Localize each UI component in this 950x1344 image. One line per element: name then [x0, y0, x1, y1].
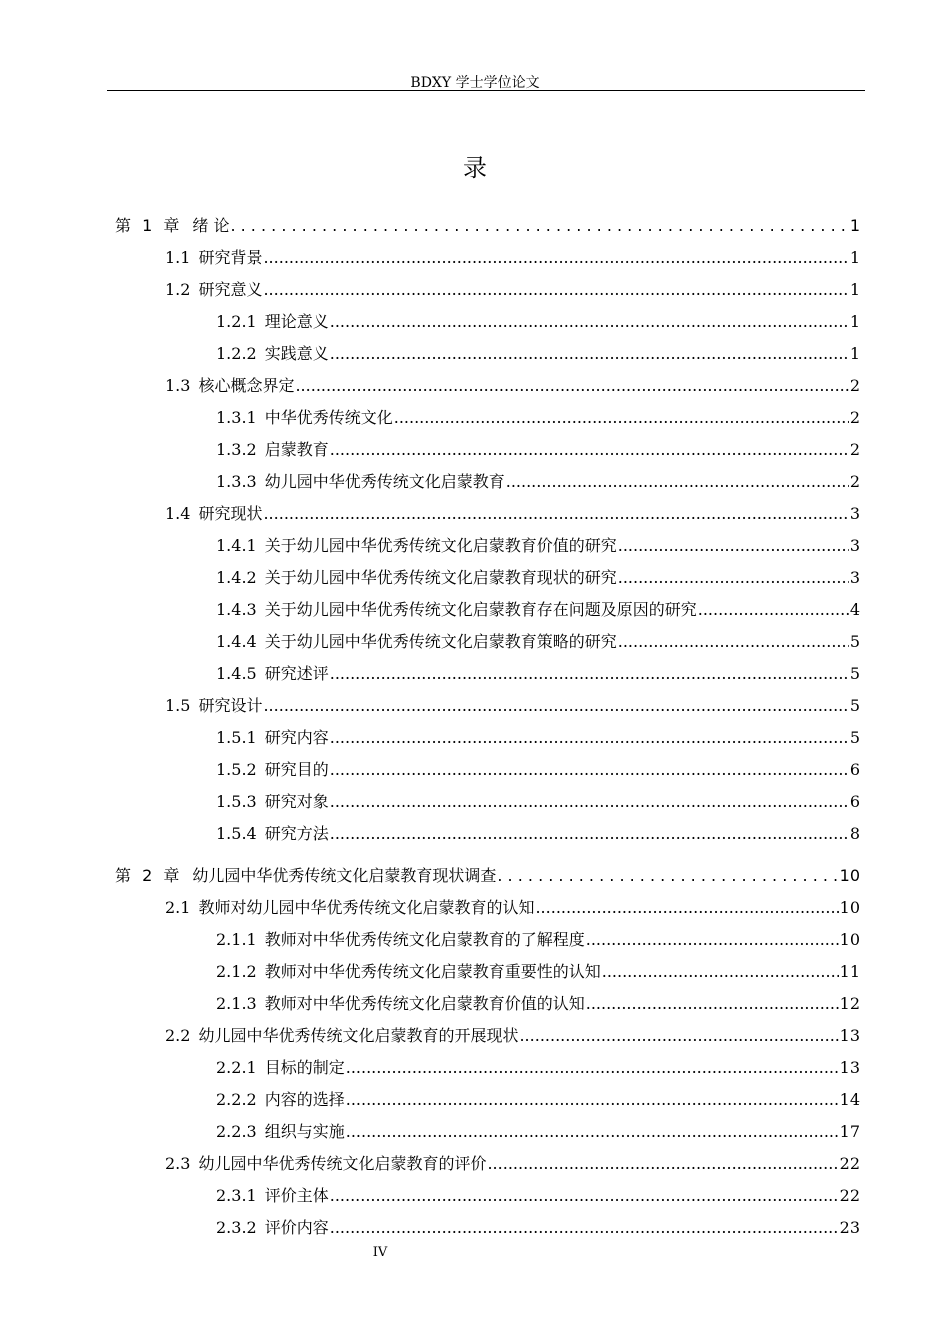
toc-entry[interactable] — [165, 1024, 860, 1048]
toc-entry-number: 1.5 — [165, 696, 191, 715]
dot-leader — [602, 960, 839, 984]
dot-leader — [330, 822, 849, 846]
toc-entry-page: 13 — [839, 1026, 860, 1045]
toc-entry-page: 2 — [849, 408, 860, 427]
toc-entry-number: 2.3.1 — [216, 1186, 257, 1205]
toc-entry-number: 1.4.4 — [216, 632, 257, 651]
toc-entry[interactable] — [165, 278, 860, 302]
toc-entry-title: 幼儿园中华优秀传统文化启蒙教育的评价 — [198, 1154, 487, 1173]
toc-entry-number: 1.3.3 — [216, 472, 257, 491]
toc-entry-title: 研究目的 — [264, 760, 329, 779]
toc-entry[interactable] — [216, 758, 860, 782]
toc-entry-title: 教师对中华优秀传统文化启蒙教育的了解程度 — [264, 930, 585, 949]
dot-leader — [346, 1120, 839, 1144]
toc-entry-page: 10 — [839, 930, 860, 949]
toc-entry-title: 幼儿园中华优秀传统文化启蒙教育 — [264, 472, 505, 491]
dot-leader — [394, 406, 849, 430]
toc-entry[interactable] — [216, 630, 860, 654]
toc-entry-title: 教师对中华优秀传统文化启蒙教育价值的认知 — [264, 994, 585, 1013]
toc-entry-page: 1 — [849, 312, 860, 331]
toc-entry-title: 教师对中华优秀传统文化启蒙教育重要性的认知 — [264, 962, 601, 981]
toc-entry-title: 组织与实施 — [264, 1122, 345, 1141]
page-number: IV — [372, 1245, 388, 1260]
toc-entry[interactable] — [216, 470, 860, 494]
toc-entry[interactable] — [216, 790, 860, 814]
toc-entry-title: 幼儿园中华优秀传统文化启蒙教育现状调查 — [192, 866, 497, 885]
toc-entry-number: 1.4.1 — [216, 536, 257, 555]
toc-entry-title: 理论意义 — [264, 312, 329, 331]
toc-entry-page: 3 — [849, 568, 860, 587]
toc-entry[interactable] — [165, 896, 860, 920]
toc-entry-number: 2.1.2 — [216, 962, 257, 981]
toc-entry-number: 2.3 — [165, 1154, 191, 1173]
toc-entry[interactable] — [216, 342, 860, 366]
dot-leader — [535, 896, 838, 920]
dot-leader — [330, 758, 849, 782]
dot-leader — [618, 566, 849, 590]
toc-entry[interactable] — [216, 928, 860, 952]
toc-entry-page: 10 — [839, 866, 860, 885]
toc-entry-page: 6 — [849, 792, 860, 811]
toc-entry-title: 核心概念界定 — [198, 376, 295, 395]
dot-leader — [230, 214, 848, 238]
toc-entry[interactable] — [216, 310, 860, 334]
toc-entry-page: 2 — [849, 376, 860, 395]
dot-leader — [330, 726, 849, 750]
dot-leader — [506, 470, 849, 494]
toc-entry[interactable] — [216, 726, 860, 750]
toc-entry-page: 23 — [839, 1218, 860, 1237]
toc-entry[interactable] — [165, 374, 860, 398]
toc-entry-number: 1.5.4 — [216, 824, 257, 843]
dot-leader — [330, 790, 849, 814]
toc-entry-number: 1.4.3 — [216, 600, 257, 619]
toc-entry[interactable] — [216, 566, 860, 590]
toc-entry-title: 内容的选择 — [264, 1090, 345, 1109]
toc-entry-page: 17 — [839, 1122, 860, 1141]
toc-entry[interactable] — [165, 502, 860, 526]
toc-entry-title: 关于幼儿园中华优秀传统文化启蒙教育存在问题及原因的研究 — [264, 600, 697, 619]
toc-entry-title: 研究对象 — [264, 792, 329, 811]
dot-leader — [586, 928, 839, 952]
dot-leader — [618, 534, 849, 558]
toc-entry[interactable] — [216, 960, 860, 984]
toc-entry-page: 14 — [839, 1090, 860, 1109]
toc-entry-page: 10 — [839, 898, 860, 917]
toc-entry-title: 启蒙教育 — [264, 440, 329, 459]
toc-entry-page: 1 — [849, 344, 860, 363]
toc-entry-number: 1.4.2 — [216, 568, 257, 587]
toc-entry-title: 研究意义 — [198, 280, 263, 299]
toc-entry[interactable] — [165, 694, 860, 718]
toc-entry-page: 22 — [839, 1154, 860, 1173]
dot-leader — [263, 694, 848, 718]
toc-entry[interactable] — [165, 1152, 860, 1176]
toc-entry-number: 2.2.1 — [216, 1058, 257, 1077]
toc-entry-page: 11 — [839, 962, 860, 981]
toc-entry-title: 实践意义 — [264, 344, 329, 363]
toc-entry-title: 教师对幼儿园中华优秀传统文化启蒙教育的认知 — [198, 898, 535, 917]
toc-entry-number: 2.3.2 — [216, 1218, 257, 1237]
toc-entry[interactable] — [216, 1216, 860, 1240]
toc-entry-title: 幼儿园中华优秀传统文化启蒙教育的开展现状 — [198, 1026, 519, 1045]
toc-entry[interactable] — [216, 406, 860, 430]
toc-entry-page: 22 — [839, 1186, 860, 1205]
toc-entry-number: 1.2 — [165, 280, 191, 299]
toc-entry[interactable] — [216, 662, 860, 686]
toc-entry-page: 1 — [849, 216, 860, 235]
toc-entry-number: 2.2 — [165, 1026, 191, 1045]
toc-entry-number: 1.2.1 — [216, 312, 257, 331]
toc-entry-title: 评价主体 — [264, 1186, 329, 1205]
toc-entry[interactable] — [216, 1088, 860, 1112]
toc-chapter-entry[interactable] — [115, 864, 860, 888]
toc-entry-page: 4 — [849, 600, 860, 619]
toc-entry[interactable] — [216, 1120, 860, 1144]
dot-leader — [618, 630, 849, 654]
toc-entry-page: 5 — [849, 664, 860, 683]
toc-entry-number: 第 2 章 — [115, 866, 183, 885]
toc-entry-number: 1.2.2 — [216, 344, 257, 363]
toc-entry[interactable] — [216, 822, 860, 846]
dot-leader — [497, 864, 838, 888]
toc-entry-page: 5 — [849, 728, 860, 747]
dot-leader — [295, 374, 848, 398]
toc-entry-title: 研究现状 — [198, 504, 263, 523]
toc-entry-page: 6 — [849, 760, 860, 779]
toc-entry-title: 关于幼儿园中华优秀传统文化启蒙教育现状的研究 — [264, 568, 617, 587]
dot-leader — [346, 1088, 839, 1112]
toc-chapter-entry[interactable] — [115, 214, 860, 238]
dot-leader — [330, 310, 849, 334]
toc-entry-page: 3 — [849, 536, 860, 555]
dot-leader — [586, 992, 839, 1016]
toc-entry-title: 研究方法 — [264, 824, 329, 843]
toc-entry[interactable] — [216, 1184, 860, 1208]
toc-entry-page: 5 — [849, 632, 860, 651]
toc-entry-number: 1.1 — [165, 248, 191, 267]
toc-entry-number: 1.5.2 — [216, 760, 257, 779]
dot-leader — [519, 1024, 838, 1048]
toc-entry-number: 2.1.3 — [216, 994, 257, 1013]
toc-entry-number: 1.3.2 — [216, 440, 257, 459]
dot-leader — [330, 1184, 839, 1208]
toc-entry-title: 中华优秀传统文化 — [264, 408, 393, 427]
toc-entry-number: 第 1 章 — [115, 216, 183, 235]
toc-entry-page: 1 — [849, 248, 860, 267]
toc-entry-title: 关于幼儿园中华优秀传统文化启蒙教育价值的研究 — [264, 536, 617, 555]
dot-leader — [263, 278, 848, 302]
toc-entry-page: 12 — [839, 994, 860, 1013]
toc-entry-page: 1 — [849, 280, 860, 299]
toc-entry-number: 1.5.3 — [216, 792, 257, 811]
dot-leader — [346, 1056, 839, 1080]
dot-leader — [330, 662, 849, 686]
toc-entry-title: 评价内容 — [264, 1218, 329, 1237]
toc-entry-number: 1.4 — [165, 504, 191, 523]
dot-leader — [698, 598, 849, 622]
dot-leader — [330, 342, 849, 366]
toc-title: 录 — [463, 154, 487, 182]
toc-entry[interactable] — [216, 1056, 860, 1080]
toc-entry-page: 8 — [849, 824, 860, 843]
toc-entry-title: 关于幼儿园中华优秀传统文化启蒙教育策略的研究 — [264, 632, 617, 651]
toc-entry-number: 1.5.1 — [216, 728, 257, 747]
dot-leader — [330, 438, 849, 462]
toc-entry-page: 2 — [849, 472, 860, 491]
toc-entry-page: 13 — [839, 1058, 860, 1077]
running-header: BDXY 学士学位论文 — [410, 75, 540, 91]
toc-entry[interactable] — [216, 598, 860, 622]
toc-entry-number: 2.1 — [165, 898, 191, 917]
toc-entry-page: 2 — [849, 440, 860, 459]
toc-entry-number: 2.2.2 — [216, 1090, 257, 1109]
toc-entry-number: 1.3 — [165, 376, 191, 395]
toc-entry-title: 研究述评 — [264, 664, 329, 683]
toc-entry-page: 5 — [849, 696, 860, 715]
dot-leader — [263, 502, 848, 526]
header-divider — [107, 90, 865, 91]
toc-entry-number: 1.4.5 — [216, 664, 257, 683]
toc-entry[interactable] — [216, 992, 860, 1016]
dot-leader — [330, 1216, 839, 1240]
toc-entry[interactable] — [216, 534, 860, 558]
dot-leader — [487, 1152, 838, 1176]
toc-entry-number: 2.1.1 — [216, 930, 257, 949]
toc-entry-page: 3 — [849, 504, 860, 523]
toc-entry-title: 绪 论 — [192, 216, 230, 235]
toc-entry-title: 研究内容 — [264, 728, 329, 747]
toc-entry-number: 1.3.1 — [216, 408, 257, 427]
toc-entry-title: 研究背景 — [198, 248, 263, 267]
toc-entry[interactable] — [216, 438, 860, 462]
toc-entry-title: 研究设计 — [198, 696, 263, 715]
toc-entry-number: 2.2.3 — [216, 1122, 257, 1141]
toc-entry[interactable] — [165, 246, 860, 270]
dot-leader — [263, 246, 848, 270]
toc-entry-title: 目标的制定 — [264, 1058, 345, 1077]
